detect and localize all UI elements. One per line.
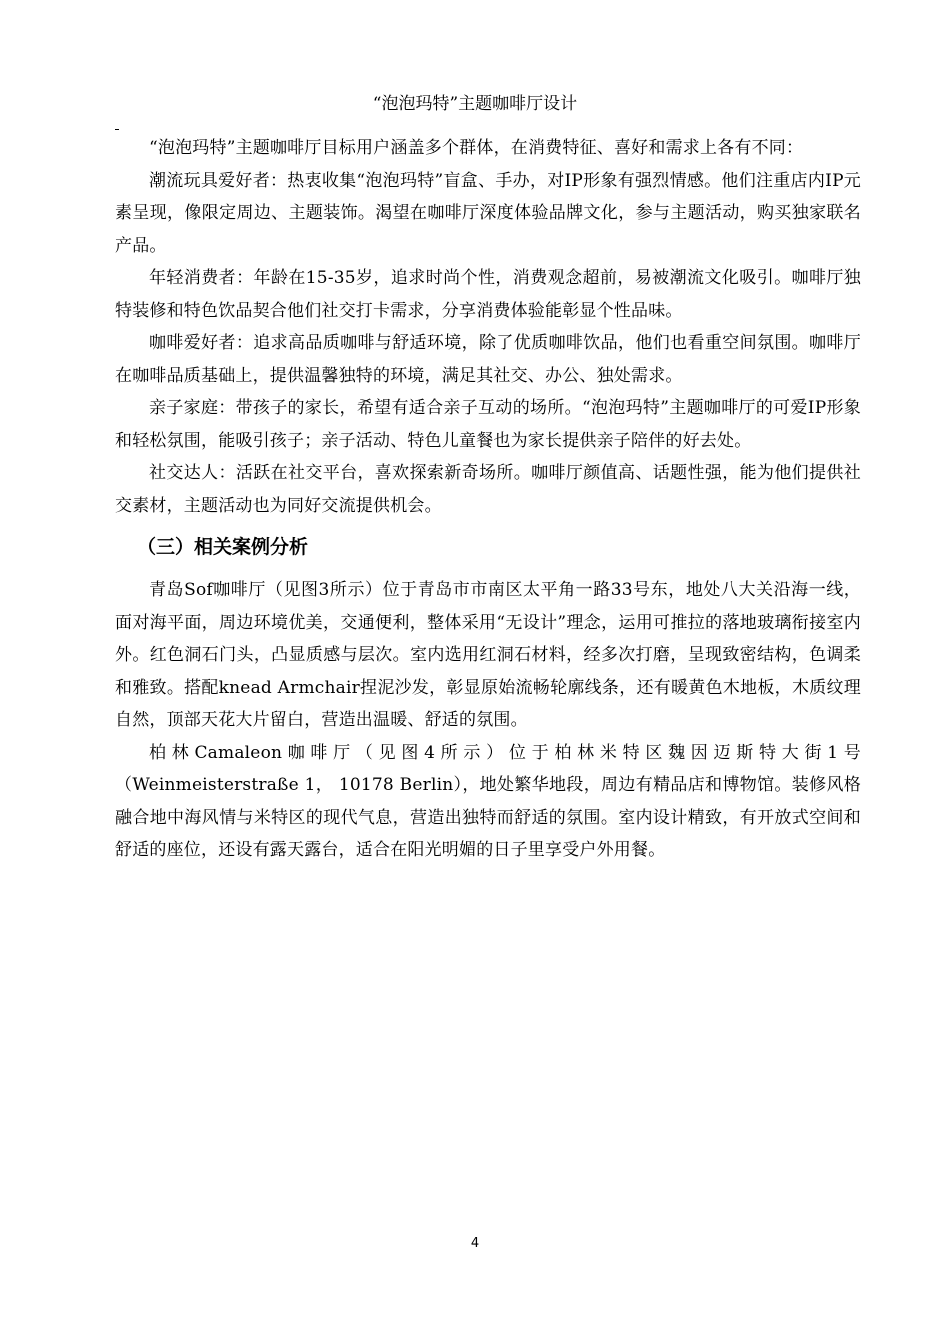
paragraph-berlin-camaleon-case: 柏林Camaleon咖啡厅（见图4所示）位于柏林米特区魏因迈斯特大街1号（Weinmeisterstraße 1， 10178 Berlin），地处繁华地段，周边有精品店和博物馆。装修风格融合地中海风情与米特区的现代气息，营造出独特而舒适的氛围。室内设计精致，有开放式空间和舒适的座位，还设有露天露台，适合在阳光明媚的日子里享受户外用餐。 xyxy=(115,742,861,860)
paragraph-young-consumers: 年轻消费者：年龄在15-35岁，追求时尚个性，消费观念超前，易被潮流文化吸引。咖啡厅独特装修和特色饮品契合他们社交打卡需求，分享消费体验能彰显个性品味。 xyxy=(115,268,861,321)
body-text xyxy=(115,132,861,867)
header-rule xyxy=(115,129,119,130)
section-heading: （三）相关案例分析 xyxy=(137,536,309,558)
paragraph-coffee-lovers: 咖啡爱好者：追求高品质咖啡与舒适环境，除了优质咖啡饮品，他们也看重空间氛围。咖啡厅在咖啡品质基础上，提供温馨独特的环境，满足其社交、办公、独处需求。 xyxy=(115,333,861,386)
paragraph-qingdao-sof-case: 青岛Sof咖啡厅（见图3所示）位于青岛市市南区太平角一路33号东，地处八大关沿海一线，面对海平面，周边环境优美，交通便利，整体采用“无设计”理念，运用可推拉的落地玻璃衔接室内外。红色洞石门头，凸显质感与层次。室内选用红洞石材料，经多次打磨，呈现致密结构，色调柔和雅致。搭配knead Armchair捏泥沙发，彰显原始流畅轮廓线条，还有暖黄色木地板，木质纹理自然，顶部天花大片留白，营造出温暖、舒适的氛围。 xyxy=(115,580,861,730)
paragraph-trendy-toy-fans: 潮流玩具爱好者：热衷收集“泡泡玛特”盲盒、手办，对IP形象有强烈情感。他们注重店内IP元素呈现，像限定周边、主题装饰。渴望在咖啡厅深度体验品牌文化，参与主题活动，购买独家联名产品。 xyxy=(115,170,861,256)
paragraph-families: 亲子家庭：带孩子的家长，希望有适合亲子互动的场所。“泡泡玛特”主题咖啡厅的可爱IP形象和轻松氛围，能吸引孩子；亲子活动、特色儿童餐也为家长提供亲子陪伴的好去处。 xyxy=(115,398,861,451)
paragraph-intro: “泡泡玛特”主题咖啡厅目标用户涵盖多个群体，在消费特征、喜好和需求上各有不同： xyxy=(149,138,804,158)
page-number: 4 xyxy=(470,1236,480,1251)
paragraph-social-influencers: 社交达人：活跃在社交平台，喜欢探索新奇场所。咖啡厅颜值高、话题性强，能为他们提供社交素材，主题活动也为同好交流提供机会。 xyxy=(115,463,861,516)
page-header-title: “泡泡玛特”主题咖啡厅设计 xyxy=(372,94,578,114)
